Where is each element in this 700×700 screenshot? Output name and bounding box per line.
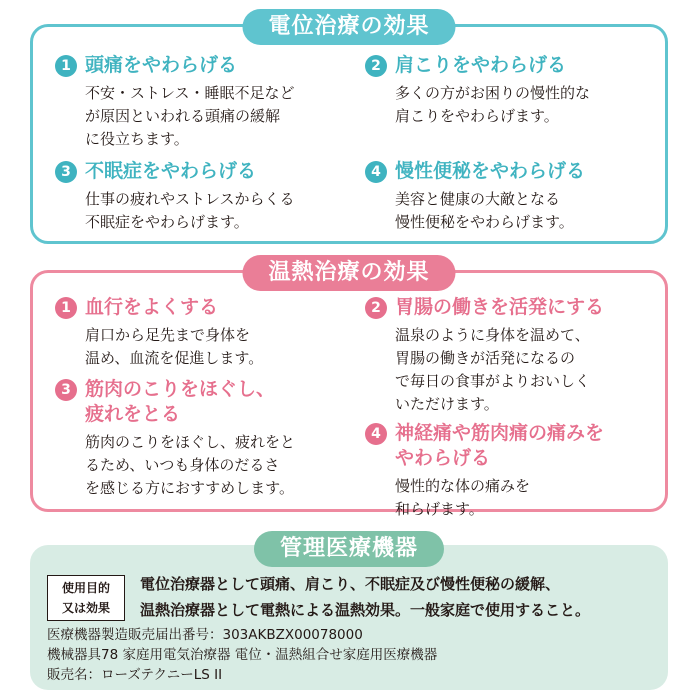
effect-description: 肩口から足先まで身体を 温め、血流を促進します。: [85, 326, 264, 367]
effect-heading: 肩こりをやわらげる: [395, 54, 567, 76]
effect-description: 仕事の疲れやストレスからくる 不眠症をやわらげます。: [85, 190, 295, 231]
effect-heading: 不眠症をやわらげる: [85, 160, 257, 182]
effect-description: 不安・ストレス・睡眠不足など が原因といわれる頭痛の緩解 に役立ちます。: [85, 84, 295, 148]
product-name: 販売名：ローズテクニーLS II: [47, 667, 223, 683]
number-badge: 1: [55, 297, 77, 319]
effect-description: 慢性的な体の痛みを 和らげます。: [395, 477, 531, 518]
effect-description: 筋肉のこりをほぐし、疲れをと るため、いつも身体のだるさ を感じる方におすすめします。: [85, 433, 296, 497]
thermal-therapy-title: 温熱治療の効果: [242, 255, 455, 291]
effect-description: 温泉のように身体を温めて、 胃腸の働きが活発になるの で毎日の食事がよりおいしく いただけます。: [395, 326, 591, 413]
number-badge: 3: [55, 161, 77, 183]
number-badge: 1: [55, 55, 77, 77]
effect-heading: 頭痛をやわらげる: [85, 54, 238, 76]
number-badge: 3: [55, 379, 77, 401]
effect-description: 多くの方がお困りの慢性的な 肩こりをやわらげます。: [395, 84, 591, 125]
thermal-effect-item: [365, 421, 665, 521]
effect-description: 美容と健康の大敵となる 慢性便秘をやわらげます。: [395, 190, 574, 231]
device-classification: 機械器具78 家庭用電気治療器 電位・温熱組合せ家庭用医療機器: [47, 647, 438, 663]
electric-effect-item: [365, 159, 665, 234]
medical-device-title: 管理医療機器: [254, 531, 444, 567]
number-badge: 2: [365, 297, 387, 319]
electric-effect-item: [365, 53, 665, 128]
number-badge: 4: [365, 423, 387, 445]
effect-heading: 慢性便秘をやわらげる: [395, 160, 586, 182]
registration-number: 医療機器製造販売届出番号：303AKBZX00078000: [47, 627, 363, 643]
effect-heading: 神経痛や筋肉痛の痛みを やわらげる: [395, 422, 605, 469]
medical-device-panel: [30, 536, 668, 690]
effect-heading: 筋肉のこりをほぐし、 疲れをとる: [85, 378, 276, 425]
purpose-label-box: 使用目的 又は効果: [47, 575, 125, 621]
registration-info: [47, 625, 437, 685]
effect-heading: 血行をよくする: [85, 296, 219, 318]
thermal-therapy-panel: [30, 260, 668, 518]
purpose-text: 電位治療器として頭痛、肩こり、不眠症及び慢性便秘の緩解、 温熱治療器として電熱による温熱効果。一般家庭で使用すること。: [140, 575, 591, 619]
thermal-effect-item: [55, 295, 355, 370]
effect-heading: 胃腸の働きを活発にする: [395, 296, 605, 318]
electric-therapy-panel: [30, 14, 668, 244]
thermal-effect-item: [365, 295, 665, 416]
thermal-effect-item: [55, 377, 355, 500]
number-badge: 4: [365, 161, 387, 183]
electric-effect-item: [55, 53, 355, 151]
electric-therapy-title: 電位治療の効果: [242, 9, 455, 45]
number-badge: 2: [365, 55, 387, 77]
electric-effect-item: [55, 159, 355, 234]
